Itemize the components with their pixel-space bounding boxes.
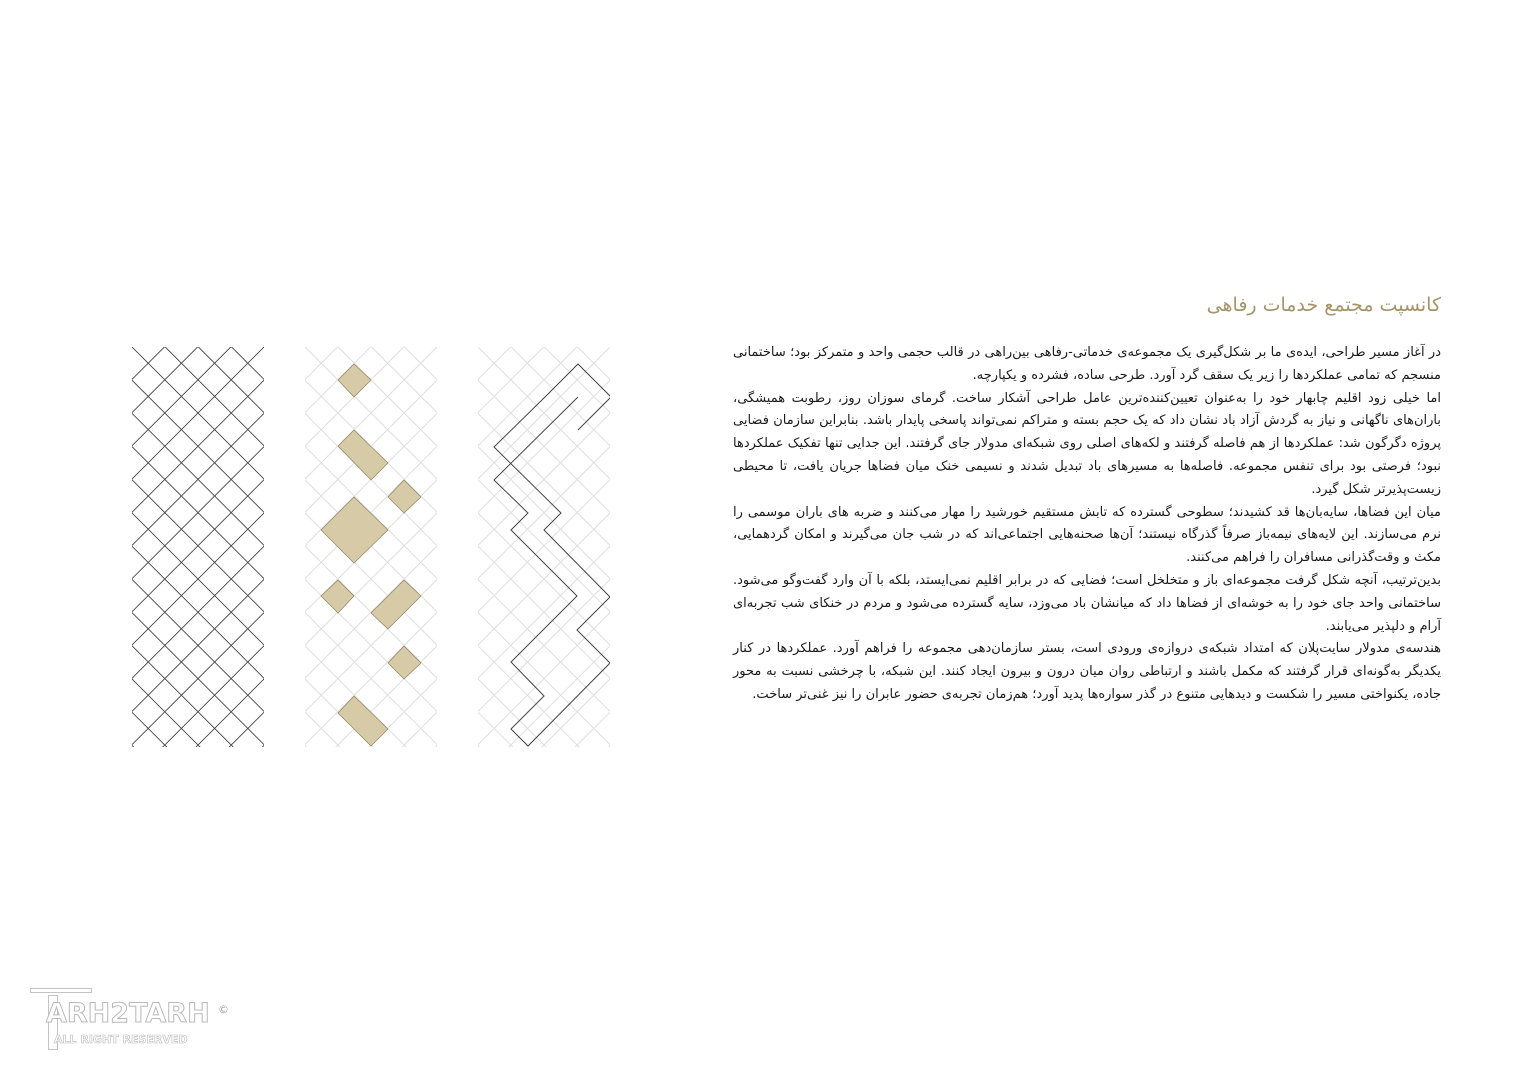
grid-line bbox=[245, 0, 497, 74]
grid-line bbox=[245, 752, 497, 800]
grid-line bbox=[72, 0, 324, 207]
grid-line bbox=[418, 785, 670, 800]
grid-line bbox=[72, 652, 324, 800]
grid-line bbox=[245, 187, 497, 439]
grid-line bbox=[418, 21, 670, 273]
grid-line bbox=[245, 121, 497, 373]
grid-line bbox=[418, 0, 670, 240]
grid-line bbox=[418, 0, 670, 41]
grid-line bbox=[245, 187, 497, 439]
grid-line bbox=[418, 0, 670, 174]
grid-line bbox=[245, 586, 497, 800]
grid-line bbox=[418, 287, 670, 539]
grid-line bbox=[418, 0, 670, 41]
grid-line bbox=[72, 0, 324, 107]
grid-line bbox=[418, 586, 670, 800]
grid-line bbox=[72, 187, 324, 439]
grid-line bbox=[418, 420, 670, 672]
grid-line bbox=[245, 553, 497, 800]
grid-line bbox=[418, 221, 670, 473]
grid-line bbox=[245, 0, 497, 207]
grid-line bbox=[72, 0, 324, 8]
grid-line bbox=[72, 154, 324, 406]
grid-line bbox=[245, 55, 497, 307]
grid-line bbox=[72, 0, 324, 141]
grid-line bbox=[72, 353, 324, 605]
filled-cells-panel bbox=[245, 0, 497, 800]
grid-line bbox=[72, 0, 324, 141]
grid-line bbox=[418, 719, 670, 800]
grid-line bbox=[245, 0, 497, 174]
grid-line bbox=[418, 187, 670, 439]
grid-line bbox=[245, 619, 497, 800]
grid-line bbox=[418, 221, 670, 473]
grid-line bbox=[245, 0, 497, 107]
paragraph: بدین‌ترتیب، آنچه شکل گرفت مجموعه‌ای باز و متخلخل است؛ فضایی که در برابر اقلیم نمی‌ایستد، بلکه با آن وارد گفت‌وگو می‌شود. ساختمانی واحد جای خود را به خوشه‌ای از فضاها داد که میانشان باد می‌وزد، سایه گسترده می‌شود و مردم در خنکای شب تجربه‌ای آرام و دلپذیر می‌یابند. bbox=[733, 572, 1441, 634]
grid-line bbox=[72, 187, 324, 439]
grid-line bbox=[72, 453, 324, 705]
grid-line bbox=[72, 420, 324, 672]
logo-column-cap bbox=[30, 988, 92, 993]
grid-line bbox=[245, 0, 497, 8]
grid-line bbox=[72, 387, 324, 639]
grid-line bbox=[72, 21, 324, 273]
grid-line bbox=[245, 0, 497, 107]
grid-line bbox=[418, 0, 670, 107]
grid-line bbox=[72, 752, 324, 800]
grid-line bbox=[72, 486, 324, 738]
grid-line bbox=[245, 221, 497, 473]
concept-text-block bbox=[733, 290, 1441, 707]
grid-line bbox=[245, 0, 497, 240]
grid-line bbox=[418, 619, 670, 800]
grid-line bbox=[72, 0, 324, 240]
grid-line bbox=[72, 0, 324, 174]
grid-line bbox=[418, 0, 670, 107]
grid-line bbox=[418, 652, 670, 800]
grid-line bbox=[72, 254, 324, 506]
grid-line bbox=[72, 586, 324, 800]
grid-line bbox=[418, 88, 670, 340]
grid-line bbox=[418, 685, 670, 800]
grid-line bbox=[418, 121, 670, 373]
grid-line bbox=[72, 719, 324, 800]
paragraph: میان این فضاها، سایه‌بان‌ها قد کشیدند؛ سطوحی گسترده که تابش مستقیم خورشید را مهار می‌کنند و ضربه های باران موسمی را نرم می‌سازند. این لایه‌های نیمه‌باز صرفاً گذرگاه نیستند؛ آن‌ها صحنه‌هایی اجتماعی‌اند که در شب جان می‌گیرند و امکان گردهمایی، مکث و وقت‌گذرانی مسافران را فراهم می‌کنند. bbox=[733, 504, 1441, 566]
grid-line bbox=[245, 553, 497, 800]
grid-line bbox=[245, 55, 497, 307]
grid-line bbox=[418, 619, 670, 800]
grid-line bbox=[418, 121, 670, 373]
grid-line bbox=[72, 0, 324, 207]
grid-line bbox=[418, 685, 670, 800]
grid-line bbox=[245, 221, 497, 473]
grid-line bbox=[245, 453, 497, 705]
grid-line bbox=[72, 55, 324, 307]
grid-line bbox=[418, 486, 670, 738]
grid-line bbox=[418, 0, 670, 174]
grid-line bbox=[418, 55, 670, 307]
grid-line bbox=[245, 121, 497, 373]
grid-line bbox=[418, 0, 670, 8]
grid-line bbox=[72, 619, 324, 800]
grid-line bbox=[72, 553, 324, 800]
grid-line bbox=[418, 254, 670, 506]
grid-line bbox=[72, 785, 324, 800]
grid-line bbox=[418, 453, 670, 705]
grid-line bbox=[418, 553, 670, 800]
grid-line bbox=[72, 221, 324, 473]
grid-line bbox=[72, 0, 324, 41]
grid-line bbox=[245, 21, 497, 273]
grid-line bbox=[72, 0, 324, 74]
grid-line bbox=[72, 287, 324, 539]
grid-line bbox=[245, 88, 497, 340]
grid-line bbox=[72, 719, 324, 800]
grid-line bbox=[72, 752, 324, 800]
grid-line bbox=[245, 0, 497, 207]
paragraph: هندسه‌ی مدولار سایت‌پلان که امتداد شبکه‌ی دروازه‌ی ورودی است، بستر سازمان‌دهی مجموعه را فراهم آورد. عملکردها در کنار یکدیگر به‌گونه‌ای قرار گرفتند که مکمل باشند و ارتباطی روان میان درون و بیرون ایجاد کنند. این شبکه، با چرخشی نسبت به محور جاده، یکنواختی مسیر را شکست و دیدهایی متنوع در گذر سواره‌ها پدید آورد؛ هم‌زمان تجربه‌ی حضور عابران را نیز غنی‌تر ساخت. bbox=[733, 641, 1441, 702]
grid-line bbox=[418, 0, 670, 8]
grid-line bbox=[418, 187, 670, 439]
grid-line bbox=[245, 0, 497, 8]
grid-line bbox=[418, 55, 670, 307]
grid-line bbox=[72, 55, 324, 307]
grid-line bbox=[418, 353, 670, 605]
grid-line bbox=[245, 619, 497, 800]
grid-line bbox=[418, 586, 670, 800]
grid-line bbox=[72, 154, 324, 406]
grid-line bbox=[418, 0, 670, 74]
logo-tagline: ALL RIGHT RESERVED bbox=[54, 1033, 188, 1046]
grid-line bbox=[418, 0, 670, 240]
filled-cell bbox=[321, 580, 354, 613]
grid-line bbox=[72, 121, 324, 373]
grid-line bbox=[72, 0, 324, 240]
grid-line bbox=[418, 21, 670, 273]
grid-line bbox=[418, 0, 670, 141]
grid-line bbox=[72, 0, 324, 74]
paragraph: در آغاز مسیر طراحی، ایده‌ی ما بر شکل‌گیری یک مجموعه‌ی خدماتی-رفاهی بین‌راهی در قالب حجمی واحد و متمرکز بود؛ ساختمانی منسجم که تمامی عملکردها را زیر یک سقف گرد آورد. طرحی ساده، فشرده و یکپارچه. bbox=[733, 345, 1441, 383]
grid-line bbox=[72, 21, 324, 273]
diagonal-grid-panel bbox=[72, 0, 324, 800]
grid-line bbox=[245, 21, 497, 273]
copyright-icon: © bbox=[218, 1003, 229, 1016]
grid-line bbox=[418, 719, 670, 800]
zigzag-outline-panel bbox=[418, 0, 670, 800]
grid-line bbox=[72, 652, 324, 800]
filled-cell bbox=[388, 646, 421, 679]
filled-cell bbox=[388, 480, 421, 513]
grid-line bbox=[72, 619, 324, 800]
grid-line bbox=[72, 0, 324, 41]
grid-line bbox=[72, 0, 324, 8]
grid-line bbox=[418, 0, 670, 207]
grid-line bbox=[72, 221, 324, 473]
grid-line bbox=[418, 0, 670, 141]
grid-line bbox=[72, 0, 324, 107]
grid-line bbox=[245, 785, 497, 800]
grid-line bbox=[245, 154, 497, 406]
grid-line bbox=[72, 0, 324, 174]
page-title: کانسپت مجتمع خدمات رفاهی bbox=[1206, 294, 1441, 316]
watermark-logo bbox=[28, 985, 238, 1055]
grid-line bbox=[245, 785, 497, 800]
grid-line bbox=[418, 154, 670, 406]
grid-line bbox=[72, 320, 324, 572]
grid-line bbox=[418, 553, 670, 800]
grid-line bbox=[245, 0, 497, 41]
grid-line bbox=[72, 519, 324, 771]
grid-line bbox=[418, 652, 670, 800]
grid-line bbox=[72, 785, 324, 800]
grid-line bbox=[245, 0, 497, 174]
grid-line bbox=[418, 519, 670, 771]
logo-name: ARH2TARH bbox=[46, 998, 210, 1029]
grid-line bbox=[245, 0, 497, 41]
grid-line bbox=[418, 154, 670, 406]
grid-line bbox=[245, 88, 497, 340]
grid-line bbox=[418, 387, 670, 639]
paragraph: اما خیلی زود اقلیم چابهار خود را به‌عنوان تعیین‌کننده‌ترین عامل طراحی آشکار ساخت. گرمای سوزان روز، رطوبت همیشگی، باران‌های ناگهانی و نیاز به گردش آزاد باد نشان داد که یک حجم بسته و متراکم نمی‌تواند پاسخی پایدار باشد. بنابراین سازمان فضایی پروژه دگرگون شد: عملکردها از هم فاصله گرفتند و لکه‌های اصلی روی شبکه‌ای مدولار جای گرفتند. این جدایی تنها تفکیک عملکردها نبود؛ فرصتی بود برای تنفس مجموعه. فاصله‌ها به مسیرهای باد تبدیل شدند و نسیمی خنک میان فضاها جریان یافت، تا محیطی زیست‌پذیرتر شکل گیرد. bbox=[733, 390, 1441, 497]
grid-line bbox=[72, 553, 324, 800]
grid-line bbox=[245, 0, 497, 240]
grid-line bbox=[245, 0, 497, 141]
grid-line bbox=[72, 88, 324, 340]
grid-line bbox=[245, 154, 497, 406]
grid-line bbox=[72, 685, 324, 800]
grid-line bbox=[72, 685, 324, 800]
grid-line bbox=[418, 0, 670, 207]
grid-line bbox=[245, 387, 497, 639]
grid-line bbox=[72, 121, 324, 373]
grid-line bbox=[245, 0, 497, 74]
grid-line bbox=[418, 785, 670, 800]
grid-line bbox=[245, 586, 497, 800]
grid-line bbox=[72, 586, 324, 800]
grid-line bbox=[418, 320, 670, 572]
filled-cell bbox=[338, 364, 371, 397]
grid-line bbox=[245, 752, 497, 800]
grid-line bbox=[418, 0, 670, 74]
grid-line bbox=[245, 0, 497, 141]
grid-line bbox=[72, 88, 324, 340]
grid-line bbox=[418, 752, 670, 800]
grid-line bbox=[418, 752, 670, 800]
concept-diagrams bbox=[0, 0, 700, 800]
grid-line bbox=[245, 287, 497, 539]
grid-line bbox=[418, 88, 670, 340]
